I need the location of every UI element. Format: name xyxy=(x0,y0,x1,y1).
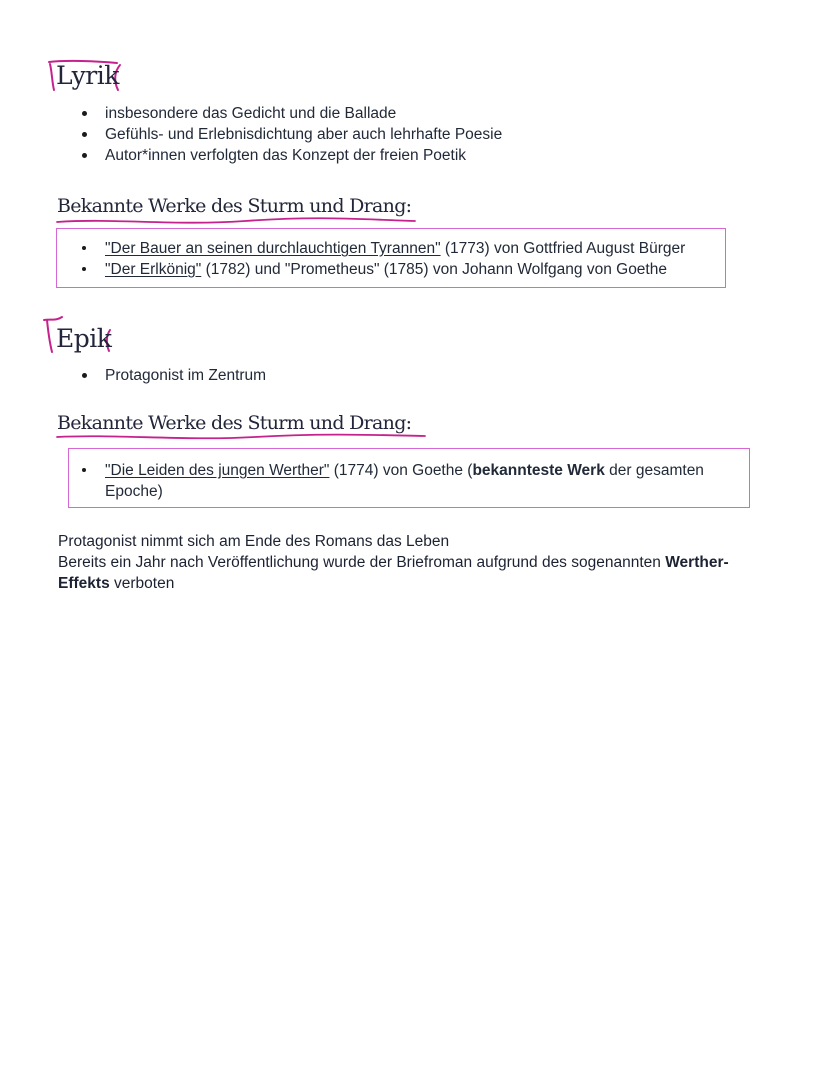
work-title-link[interactable]: "Der Erlkönig" xyxy=(105,261,202,278)
work-title-link[interactable]: "Der Bauer an seinen durchlauchtigen Tyrannen" xyxy=(105,240,441,257)
paragraph-line: Bereits ein Jahr nach Veröffentlichung wurde der Briefroman aufgrund des sogenannten Werther-Effekts verboten xyxy=(58,554,729,592)
work-details: (1774) von Goethe ( xyxy=(329,462,473,479)
list-item: insbesondere das Gedicht und die Ballade xyxy=(79,103,779,124)
lyrik-works-heading-underline xyxy=(55,214,425,228)
paragraph-line: Protagonist nimmt sich am Ende des Romans das Leben xyxy=(58,533,450,550)
lyrik-bullet-list xyxy=(79,103,779,166)
paragraph-emphasis: Werther-Effekts xyxy=(58,554,729,592)
list-item: Gefühls- und Erlebnisdichtung aber auch lehrhafte Poesie xyxy=(79,124,779,145)
work-title-link[interactable]: "Die Leiden des jungen Werther" xyxy=(105,462,330,479)
work-details: (1782) und "Prometheus" (1785) von Johann Wolfgang von Goethe xyxy=(201,261,667,278)
summary-paragraph xyxy=(58,531,773,594)
list-item xyxy=(79,238,719,259)
work-emphasis: bekannteste Werk xyxy=(472,462,605,479)
epik-works-heading: Bekannte Werke des Sturm und Drang: xyxy=(57,412,412,434)
epik-works-list xyxy=(79,460,739,502)
work-details: (1773) von Gottfried August Bürger xyxy=(440,240,686,257)
lyrik-works-heading: Bekannte Werke des Sturm und Drang: xyxy=(57,195,412,217)
lyrik-heading: Lyrik xyxy=(56,61,119,90)
epik-heading: Epik xyxy=(56,324,112,353)
list-item xyxy=(79,259,719,280)
list-item: Autor*innen verfolgten das Konzept der freien Poetik xyxy=(79,145,779,166)
epik-works-heading-underline xyxy=(55,430,435,444)
list-item xyxy=(79,460,739,502)
epik-bullet-list xyxy=(79,365,779,386)
lyrik-works-list xyxy=(79,238,719,280)
list-item: Protagonist im Zentrum xyxy=(79,365,779,386)
work-details-end: der gesamten Epoche) xyxy=(105,462,704,500)
